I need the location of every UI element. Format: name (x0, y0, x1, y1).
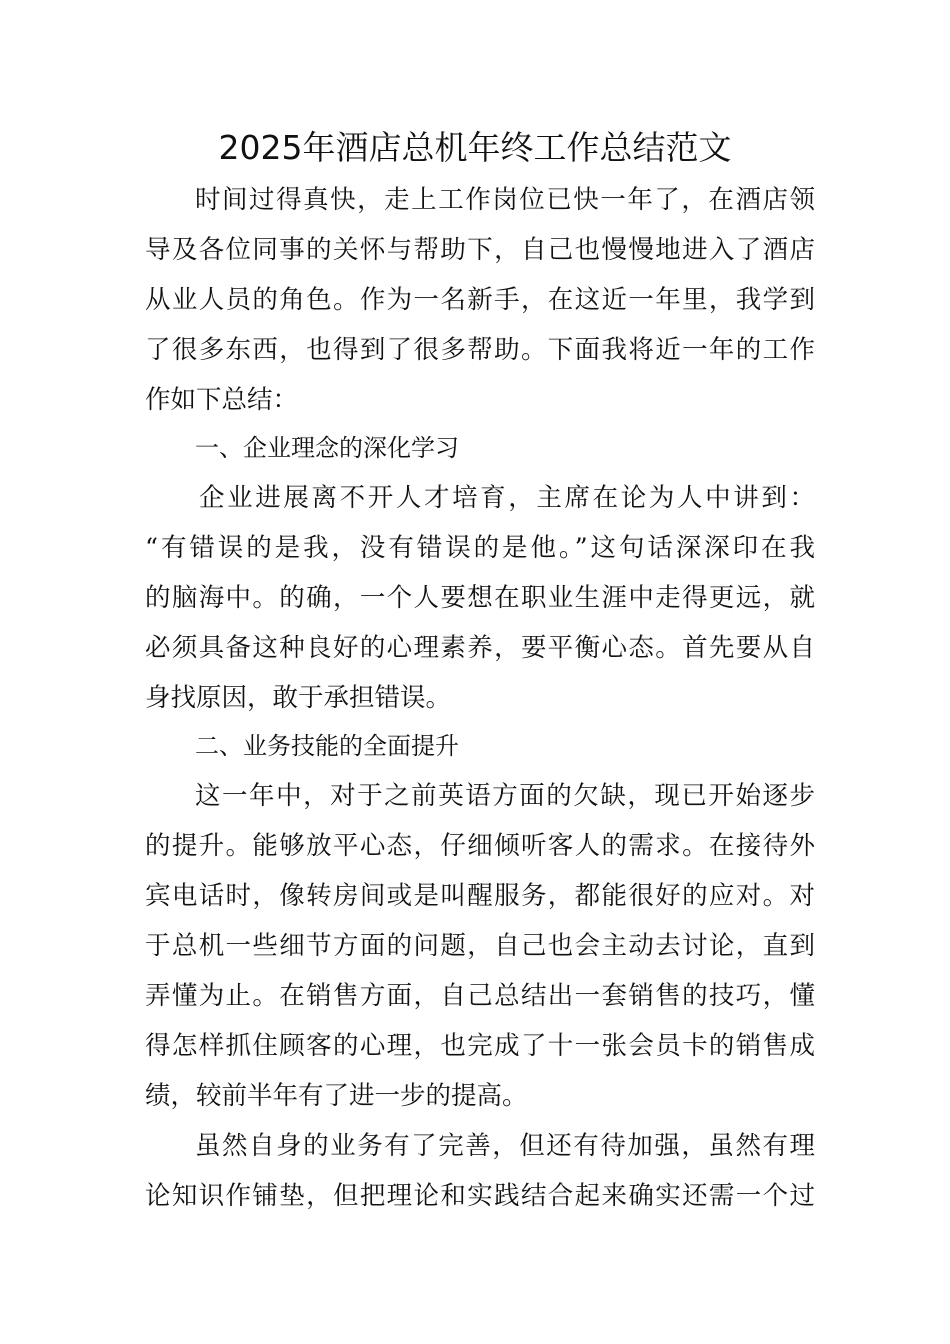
paragraph-line: 于总机一些细节方面的问题，自己也会主动去讨论，直到 (145, 931, 815, 961)
paragraph-line: 这一年中，对于之前英语方面的欠缺，现已开始逐步 (195, 781, 815, 811)
paragraph-line: 论知识作铺垫，但把理论和实践结合起来确实还需一个过 (145, 1181, 815, 1211)
paragraph-line: “有错误的是我，没有错误的是他。”这句话深深印在我 (145, 533, 815, 563)
paragraph-line: 得怎样抓住顾客的心理，也完成了十一张会员卡的销售成 (145, 1031, 815, 1061)
paragraph-line: 的提升。能够放平心态，仔细倾听客人的需求。在接待外 (145, 831, 815, 861)
paragraph-line: 了很多东西，也得到了很多帮助。下面我将近一年的工作 (145, 335, 815, 365)
paragraph-line: 时间过得真快，走上工作岗位已快一年了，在酒店领 (195, 185, 815, 215)
paragraph-line: 虽然自身的业务有了完善，但还有待加强，虽然有理 (195, 1131, 815, 1161)
paragraph-line: 弄懂为止。在销售方面，自己总结出一套销售的技巧，懂 (145, 981, 815, 1011)
section-heading: 二、业务技能的全面提升 (195, 732, 459, 760)
paragraph-line: 作如下总结： (145, 385, 299, 415)
document-title: 2025年酒店总机年终工作总结范文 (218, 128, 732, 167)
paragraph-line: 绩，较前半年有了进一步的提高。 (145, 1081, 528, 1111)
paragraph-line: 从业人员的角色。作为一名新手，在这近一年里，我学到 (145, 285, 815, 315)
paragraph-line: 的脑海中。的确，一个人要想在职业生涯中走得更远，就 (145, 583, 815, 613)
section-heading: 一、企业理念的深化学习 (195, 434, 459, 462)
paragraph-line: 企业进展离不开人才培育，主席在论为人中讲到： (199, 483, 815, 513)
paragraph-line: 宾电话时，像转房间或是叫醒服务，都能很好的应对。对 (145, 881, 815, 911)
paragraph-line: 身找原因，敢于承担错误。 (145, 683, 452, 713)
paragraph-line: 必须具备这种良好的心理素养，要平衡心态。首先要从自 (145, 633, 815, 663)
paragraph-line: 导及各位同事的关怀与帮助下，自己也慢慢地进入了酒店 (145, 235, 815, 265)
